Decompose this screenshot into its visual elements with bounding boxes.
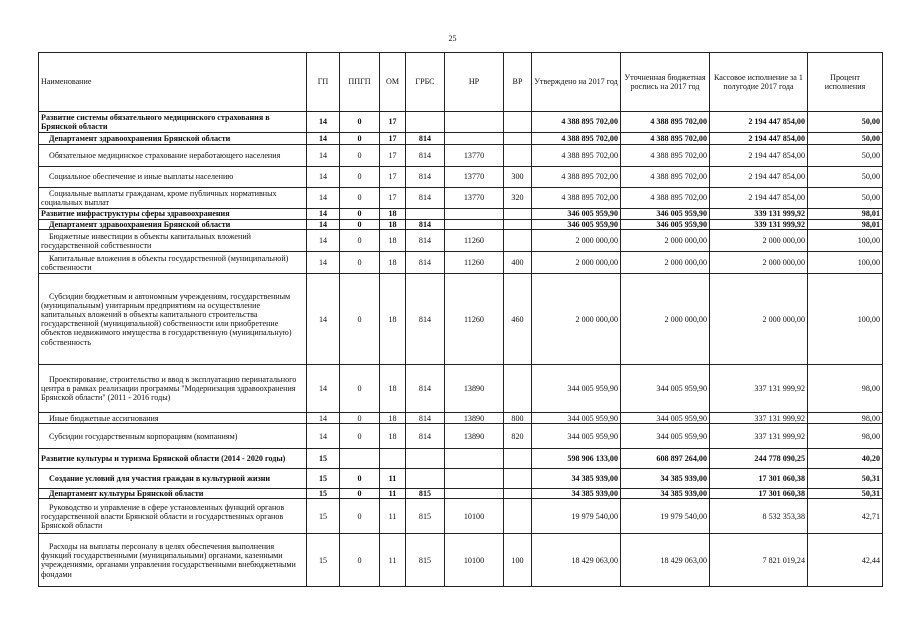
cell-approved-value: 2 000 000,00 [532, 274, 621, 365]
header-nr: НР [445, 53, 504, 112]
cell-percent-value: 50,31 [808, 489, 883, 499]
cell-code-gp: 15 [307, 449, 340, 469]
table-row [39, 449, 883, 469]
cell-cash-value: 2 000 000,00 [710, 252, 808, 274]
cell-approved-value: 344 005 959,90 [532, 365, 621, 413]
cell-code-ppgp: 0 [340, 167, 380, 188]
cell-cash-value: 2 194 447 854,00 [710, 133, 808, 145]
cell-refined-value: 2 000 000,00 [621, 274, 710, 365]
table-row [39, 489, 883, 499]
table-row [39, 534, 883, 587]
cell-code-vr [504, 489, 532, 499]
cell-code-ppgp: 0 [340, 274, 380, 365]
cell-code-ppgp: 0 [340, 499, 380, 534]
cell-code-grbs: 814 [406, 424, 445, 449]
cell-approved-value: 4 388 895 702,00 [532, 167, 621, 188]
cell-percent-value: 100,00 [808, 230, 883, 252]
cell-code-om [380, 449, 406, 469]
cell-code-gp: 15 [307, 534, 340, 587]
cell-approved-value: 4 388 895 702,00 [532, 112, 621, 133]
cell-refined-value: 34 385 939,00 [621, 489, 710, 499]
cell-code-gp: 14 [307, 220, 340, 230]
cell-approved-value: 4 388 895 702,00 [532, 133, 621, 145]
cell-code-nr: 13770 [445, 188, 504, 209]
cell-code-om: 18 [380, 252, 406, 274]
table-header-row [39, 53, 883, 112]
cell-code-vr [504, 230, 532, 252]
cell-code-om: 18 [380, 209, 406, 220]
cell-cash-value: 7 821 019,24 [710, 534, 808, 587]
cell-cash-value: 2 000 000,00 [710, 274, 808, 365]
table-row [39, 230, 883, 252]
cell-name: Субсидии бюджетным и автономным учреждениям, государственным (муниципальным) унитарным предприятиям на осуществление капитальных вложений в объекты капитального строительства государственной (муниципальной) собственности или приобретение объектов недвижимого имущества в государственную (муниципальную) собственность [39, 274, 307, 365]
cell-percent-value: 98,00 [808, 413, 883, 424]
cell-percent-value: 98,01 [808, 220, 883, 230]
cell-name: Создание условий для участия граждан в культурной жизни [39, 469, 307, 489]
cell-cash-value: 2 194 447 854,00 [710, 167, 808, 188]
header-percent: Процент исполнения [808, 53, 883, 112]
cell-code-ppgp: 0 [340, 365, 380, 413]
cell-code-grbs [406, 112, 445, 133]
cell-percent-value: 50,00 [808, 188, 883, 209]
cell-code-vr [504, 209, 532, 220]
cell-code-gp: 14 [307, 188, 340, 209]
cell-code-gp: 14 [307, 424, 340, 449]
cell-approved-value: 4 388 895 702,00 [532, 145, 621, 167]
cell-code-om: 11 [380, 534, 406, 587]
header-gp: ГП [307, 53, 340, 112]
cell-name: Развитие культуры и туризма Брянской области (2014 - 2020 годы) [39, 449, 307, 469]
cell-code-nr: 10100 [445, 499, 504, 534]
cell-cash-value: 339 131 999,92 [710, 209, 808, 220]
cell-approved-value: 598 906 133,00 [532, 449, 621, 469]
table-row [39, 274, 883, 365]
cell-percent-value: 98,00 [808, 365, 883, 413]
cell-code-om: 18 [380, 413, 406, 424]
cell-code-ppgp: 0 [340, 133, 380, 145]
cell-percent-value: 100,00 [808, 274, 883, 365]
cell-cash-value: 2 000 000,00 [710, 230, 808, 252]
cell-cash-value: 2 194 447 854,00 [710, 188, 808, 209]
cell-cash-value: 337 131 999,92 [710, 365, 808, 413]
table-row [39, 220, 883, 230]
cell-code-om: 18 [380, 274, 406, 365]
cell-code-om: 17 [380, 145, 406, 167]
cell-code-grbs [406, 209, 445, 220]
cell-code-gp: 14 [307, 252, 340, 274]
cell-code-om: 17 [380, 188, 406, 209]
cell-refined-value: 4 388 895 702,00 [621, 167, 710, 188]
cell-code-grbs: 814 [406, 145, 445, 167]
cell-code-ppgp [340, 449, 380, 469]
cell-percent-value: 42,71 [808, 499, 883, 534]
cell-code-ppgp: 0 [340, 413, 380, 424]
table-row [39, 413, 883, 424]
cell-code-ppgp: 0 [340, 252, 380, 274]
cell-refined-value: 19 979 540,00 [621, 499, 710, 534]
header-om: ОМ [380, 53, 406, 112]
cell-approved-value: 19 979 540,00 [532, 499, 621, 534]
cell-cash-value: 2 194 447 854,00 [710, 112, 808, 133]
cell-code-nr: 11260 [445, 252, 504, 274]
cell-code-vr: 100 [504, 534, 532, 587]
header-approved: Утверждено на 2017 год [532, 53, 621, 112]
cell-name: Бюджетные инвестиции в объекты капитальных вложений государственной собственности [39, 230, 307, 252]
cell-name: Капитальные вложения в объекты государственной (муниципальной) собственности [39, 252, 307, 274]
cell-approved-value: 346 005 959,90 [532, 209, 621, 220]
cell-code-om: 11 [380, 469, 406, 489]
table-row [39, 188, 883, 209]
cell-cash-value: 17 301 060,38 [710, 489, 808, 499]
cell-name: Субсидии государственным корпорациям (компаниям) [39, 424, 307, 449]
table-row [39, 145, 883, 167]
cell-code-ppgp: 0 [340, 188, 380, 209]
cell-refined-value: 346 005 959,90 [621, 220, 710, 230]
cell-code-vr [504, 469, 532, 489]
cell-code-nr: 13890 [445, 424, 504, 449]
cell-percent-value: 100,00 [808, 252, 883, 274]
header-refined: Уточненная бюджетная роспись на 2017 год [621, 53, 710, 112]
cell-percent-value: 50,00 [808, 112, 883, 133]
cell-percent-value: 42,44 [808, 534, 883, 587]
cell-approved-value: 4 388 895 702,00 [532, 188, 621, 209]
cell-cash-value: 337 131 999,92 [710, 413, 808, 424]
cell-name: Расходы на выплаты персоналу в целях обеспечения выполнения функций государственными (муниципальными) органами, казенными учреждениями, органами управления государственными внебюджетными фондами [39, 534, 307, 587]
cell-approved-value: 34 385 939,00 [532, 469, 621, 489]
cell-code-om: 18 [380, 230, 406, 252]
cell-code-om: 17 [380, 133, 406, 145]
table-row [39, 209, 883, 220]
cell-code-grbs: 814 [406, 133, 445, 145]
cell-cash-value: 17 301 060,38 [710, 469, 808, 489]
header-vr: ВР [504, 53, 532, 112]
cell-percent-value: 98,00 [808, 424, 883, 449]
cell-name: Иные бюджетные ассигнования [39, 413, 307, 424]
cell-approved-value: 344 005 959,90 [532, 413, 621, 424]
cell-percent-value: 50,31 [808, 469, 883, 489]
table-row [39, 133, 883, 145]
table-row [39, 469, 883, 489]
cell-code-vr [504, 449, 532, 469]
cell-code-grbs [406, 469, 445, 489]
cell-cash-value: 339 131 999,92 [710, 220, 808, 230]
cell-code-vr [504, 365, 532, 413]
cell-code-grbs: 815 [406, 489, 445, 499]
cell-approved-value: 2 000 000,00 [532, 252, 621, 274]
cell-code-om: 11 [380, 499, 406, 534]
cell-code-vr: 300 [504, 167, 532, 188]
cell-code-gp: 14 [307, 209, 340, 220]
cell-code-gp: 14 [307, 133, 340, 145]
cell-code-vr [504, 499, 532, 534]
cell-code-vr [504, 145, 532, 167]
cell-code-ppgp: 0 [340, 424, 380, 449]
cell-name: Социальное обеспечение и иные выплаты населению [39, 167, 307, 188]
cell-code-vr: 820 [504, 424, 532, 449]
cell-code-vr [504, 220, 532, 230]
cell-code-grbs: 815 [406, 499, 445, 534]
cell-code-grbs: 814 [406, 365, 445, 413]
cell-code-nr: 10100 [445, 534, 504, 587]
cell-code-om: 18 [380, 365, 406, 413]
cell-refined-value: 4 388 895 702,00 [621, 133, 710, 145]
cell-code-vr: 460 [504, 274, 532, 365]
header-ppgp: ППГП [340, 53, 380, 112]
cell-percent-value: 40,20 [808, 449, 883, 469]
cell-code-nr: 13770 [445, 145, 504, 167]
cell-code-ppgp: 0 [340, 220, 380, 230]
budget-table [38, 52, 883, 587]
cell-refined-value: 344 005 959,90 [621, 424, 710, 449]
cell-code-vr: 320 [504, 188, 532, 209]
cell-code-grbs: 814 [406, 188, 445, 209]
cell-code-ppgp: 0 [340, 534, 380, 587]
cell-refined-value: 2 000 000,00 [621, 252, 710, 274]
cell-code-nr: 13890 [445, 413, 504, 424]
cell-name: Социальные выплаты гражданам, кроме публичных нормативных социальных выплат [39, 188, 307, 209]
cell-refined-value: 344 005 959,90 [621, 413, 710, 424]
cell-code-om: 18 [380, 424, 406, 449]
cell-approved-value: 18 429 063,00 [532, 534, 621, 587]
cell-name: Департамент здравоохранения Брянской области [39, 133, 307, 145]
cell-cash-value: 244 778 090,25 [710, 449, 808, 469]
table-row [39, 499, 883, 534]
cell-cash-value: 8 532 353,38 [710, 499, 808, 534]
cell-percent-value: 50,00 [808, 167, 883, 188]
cell-code-gp: 15 [307, 499, 340, 534]
cell-percent-value: 50,00 [808, 145, 883, 167]
cell-code-om: 17 [380, 167, 406, 188]
cell-name: Департамент здравоохранения Брянской области [39, 220, 307, 230]
cell-code-gp: 15 [307, 489, 340, 499]
cell-code-gp: 14 [307, 413, 340, 424]
cell-refined-value: 34 385 939,00 [621, 469, 710, 489]
cell-code-om: 18 [380, 220, 406, 230]
cell-code-grbs: 814 [406, 274, 445, 365]
cell-code-grbs: 814 [406, 230, 445, 252]
cell-code-nr [445, 112, 504, 133]
cell-code-gp: 14 [307, 112, 340, 133]
header-name: Наименование [39, 53, 307, 112]
cell-code-grbs: 814 [406, 167, 445, 188]
table-row [39, 167, 883, 188]
cell-code-gp: 14 [307, 167, 340, 188]
cell-code-nr: 11260 [445, 230, 504, 252]
cell-approved-value: 346 005 959,90 [532, 220, 621, 230]
cell-code-gp: 14 [307, 274, 340, 365]
cell-approved-value: 344 005 959,90 [532, 424, 621, 449]
cell-code-nr: 11260 [445, 274, 504, 365]
cell-code-nr: 13890 [445, 365, 504, 413]
page-number: 25 [448, 34, 457, 43]
cell-code-ppgp: 0 [340, 489, 380, 499]
cell-code-nr: 13770 [445, 167, 504, 188]
cell-refined-value: 4 388 895 702,00 [621, 145, 710, 167]
cell-refined-value: 4 388 895 702,00 [621, 188, 710, 209]
table-row [39, 112, 883, 133]
cell-code-gp: 14 [307, 230, 340, 252]
cell-code-grbs: 814 [406, 413, 445, 424]
cell-code-ppgp: 0 [340, 145, 380, 167]
cell-code-nr [445, 209, 504, 220]
cell-code-gp: 15 [307, 469, 340, 489]
cell-name: Развитие системы обязательного медицинского страхования в Брянской области [39, 112, 307, 133]
cell-refined-value: 608 897 264,00 [621, 449, 710, 469]
cell-refined-value: 18 429 063,00 [621, 534, 710, 587]
cell-code-ppgp: 0 [340, 112, 380, 133]
cell-code-vr [504, 112, 532, 133]
cell-cash-value: 337 131 999,92 [710, 424, 808, 449]
cell-name: Обязательное медицинское страхование неработающего населения [39, 145, 307, 167]
header-cash: Кассовое исполнение за 1 полугодие 2017 года [710, 53, 808, 112]
cell-refined-value: 4 388 895 702,00 [621, 112, 710, 133]
cell-code-ppgp: 0 [340, 469, 380, 489]
cell-code-grbs: 814 [406, 220, 445, 230]
cell-code-om: 11 [380, 489, 406, 499]
cell-code-ppgp: 0 [340, 209, 380, 220]
cell-refined-value: 346 005 959,90 [621, 209, 710, 220]
cell-code-vr: 400 [504, 252, 532, 274]
cell-code-grbs: 814 [406, 252, 445, 274]
cell-code-nr [445, 489, 504, 499]
cell-code-gp: 14 [307, 365, 340, 413]
cell-percent-value: 50,00 [808, 133, 883, 145]
cell-refined-value: 344 005 959,90 [621, 365, 710, 413]
cell-approved-value: 34 385 939,00 [532, 489, 621, 499]
cell-code-vr [504, 133, 532, 145]
cell-refined-value: 2 000 000,00 [621, 230, 710, 252]
cell-code-ppgp: 0 [340, 230, 380, 252]
cell-code-grbs: 815 [406, 534, 445, 587]
cell-name: Руководство и управление в сфере установленных функций органов государственной власти Брянской области и государственных органов Брянской области [39, 499, 307, 534]
cell-name: Развитие инфраструктуры сферы здравоохранения [39, 209, 307, 220]
cell-code-gp: 14 [307, 145, 340, 167]
cell-code-nr [445, 449, 504, 469]
cell-code-om: 17 [380, 112, 406, 133]
header-grbs: ГРБС [406, 53, 445, 112]
table-row [39, 365, 883, 413]
cell-code-vr: 800 [504, 413, 532, 424]
table-row [39, 252, 883, 274]
cell-code-grbs [406, 449, 445, 469]
cell-approved-value: 2 000 000,00 [532, 230, 621, 252]
cell-code-nr [445, 220, 504, 230]
cell-code-nr [445, 469, 504, 489]
table-row [39, 424, 883, 449]
cell-percent-value: 98,01 [808, 209, 883, 220]
cell-code-nr [445, 133, 504, 145]
cell-name: Проектирование, строительство и ввод в эксплуатацию перинатального центра в рамках реализации программы "Модернизация здравоохранения Брянской области" (2011 - 2016 годы) [39, 365, 307, 413]
cell-cash-value: 2 194 447 854,00 [710, 145, 808, 167]
cell-name: Департамент культуры Брянской области [39, 489, 307, 499]
